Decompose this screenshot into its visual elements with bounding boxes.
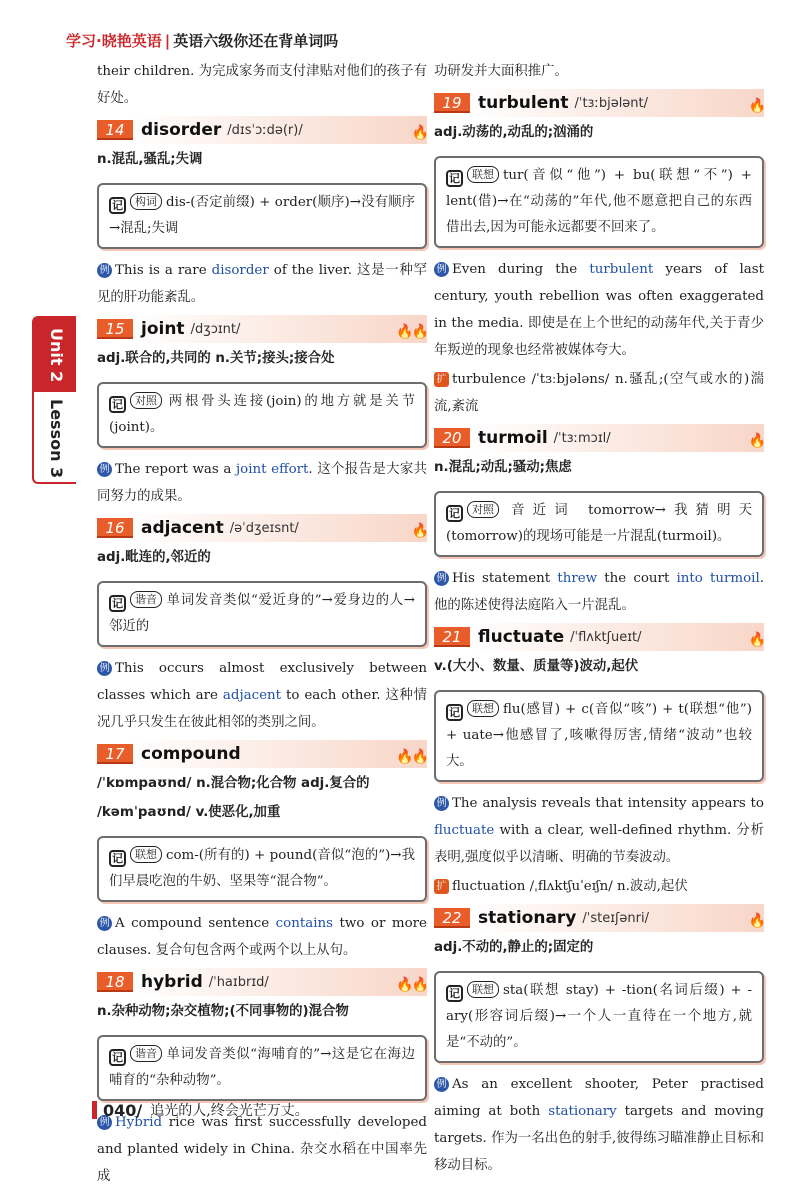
memory-icon: 记 — [109, 595, 126, 612]
extension-icon: 扩 — [434, 372, 449, 387]
example-sentence: 例 Hybrid rice was first successfully developed and planted widely in China. 杂交水稻在中国率先成 — [97, 1115, 427, 1184]
memory-icon: 记 — [446, 704, 463, 721]
memory-text: 单词发音类似“爱近身的”→爱身边的人→邻近的 — [109, 593, 415, 634]
headword: stationary — [478, 907, 577, 928]
definition: adj.毗连的,邻近的 — [97, 550, 211, 565]
example-icon: 例 — [434, 571, 449, 586]
memory-box — [434, 491, 764, 557]
definition: adj.不动的,静止的;固定的 — [434, 940, 594, 955]
example-icon: 例 — [434, 1077, 449, 1092]
memory-text: 音近词 tomorrow→我猜明天(tomorrow)的现场可能是一片混乱(turmoil)。 — [446, 503, 752, 544]
keyword: disorder — [211, 263, 269, 278]
headword: joint — [141, 318, 185, 339]
keyword: joint effort — [236, 462, 309, 477]
page-footer — [92, 1100, 309, 1120]
memory-text: 单词发音类似“海哺育的”→这是它在海边哺育的“杂种动物”。 — [109, 1047, 415, 1088]
keyword: into turmoil — [676, 571, 760, 586]
memory-text: dis-(否定前缀) + order(顺序)→没有顺序→混乱;失调 — [109, 195, 415, 236]
frequency-flame-icon: 🔥🔥 — [396, 977, 427, 993]
unit-label: Unit 2 — [34, 318, 76, 392]
memory-box — [97, 581, 427, 647]
headword: compound — [141, 743, 241, 764]
frequency-flame-icon: 🔥🔥 — [396, 324, 427, 340]
entry-compound — [97, 740, 427, 768]
left-column — [97, 58, 427, 1190]
phonetic: /dʒɔɪnt/ — [190, 321, 241, 337]
unit-lesson-tab — [32, 316, 76, 484]
entry-number: 15 — [97, 319, 133, 339]
memory-text: tur(音似“他”) + bu(联想“不”) + lent(借)→在“动荡的”年代,他不愿意把自己的东西借出去,因为可能永远都要不回来了。 — [446, 168, 752, 235]
extension-word: 扩 fluctuation /ˌflʌktʃuˈeɪʃn/ n.波动,起伏 — [434, 873, 764, 900]
definition: n.混乱;动乱;骚动;焦虑 — [434, 460, 572, 475]
keyword: fluctuate — [434, 823, 495, 838]
definition: n.混乱,骚乱;失调 — [97, 152, 203, 167]
keyword: Hybrid — [115, 1115, 163, 1130]
memory-tag: 对照 — [130, 392, 162, 409]
entry-turmoil — [434, 424, 764, 452]
entry-fluctuate — [434, 623, 764, 651]
definition: adj.动荡的,动乱的;汹涌的 — [434, 125, 594, 140]
entry-hybrid — [97, 968, 427, 996]
extension-icon: 扩 — [434, 879, 449, 894]
phonetic: /ˈhaɪbrɪd/ — [208, 974, 269, 990]
phonetic: /ˈflʌktʃueɪt/ — [570, 629, 642, 645]
entry-stationary — [434, 904, 764, 932]
memory-icon: 记 — [109, 197, 126, 214]
memory-tag: 联想 — [467, 981, 499, 998]
footer-motto: 追光的人,终会光芒万丈。 — [150, 1103, 309, 1119]
definition: adj.联合的,共同的 n.关节;接头;接合处 — [97, 351, 335, 366]
phonetic: /dɪsˈɔːdə(r)/ — [227, 122, 303, 138]
example-sentence: 例 The analysis reveals that intensity appears to fluctuate with a clear, well-defined rhythm. 分析表明,强度似乎以清晰、明确的节奏波动。 — [434, 796, 764, 865]
memory-icon: 记 — [109, 850, 126, 867]
memory-box — [97, 1035, 427, 1101]
memory-box — [434, 971, 764, 1063]
frequency-flame-icon: 🔥 — [748, 433, 764, 449]
example-icon: 例 — [97, 661, 112, 676]
headword: turmoil — [478, 427, 548, 448]
entry-joint — [97, 315, 427, 343]
frequency-flame-icon: 🔥🔥 — [396, 749, 427, 765]
example-icon: 例 — [97, 1115, 112, 1130]
headword: hybrid — [141, 971, 203, 992]
brand-name: 学习·晓艳英语 — [66, 32, 162, 50]
frequency-flame-icon: 🔥 — [411, 523, 427, 539]
example-sentence: 例 Even during the turbulent years of last century, youth rebellion was often exaggerated in the media. 即使是在上个世纪的动荡年代,关于青少年叛逆的现象也经常被媒体夸大。 — [434, 262, 764, 358]
example-sentence: 例 The report was a joint effort. 这个报告是大家共同努力的成果。 — [97, 462, 427, 504]
entry-number: 21 — [434, 627, 470, 647]
memory-icon: 记 — [109, 1049, 126, 1066]
memory-icon: 记 — [446, 170, 463, 187]
continued-text: 功研发并大面积推广。 — [434, 64, 568, 79]
footer-bar — [92, 1101, 97, 1119]
keyword: turbulent — [589, 262, 654, 277]
phonetic: /ˈsteɪʃənri/ — [582, 910, 649, 926]
entry-number: 14 — [97, 120, 133, 140]
memory-icon: 记 — [446, 985, 463, 1002]
frequency-flame-icon: 🔥 — [748, 632, 764, 648]
entry-number: 20 — [434, 428, 470, 448]
keyword: adjacent — [222, 688, 282, 703]
entry-turbulent — [434, 89, 764, 117]
entry-adjacent — [97, 514, 427, 542]
example-icon: 例 — [434, 262, 449, 277]
entry-number: 16 — [97, 518, 133, 538]
entry-disorder — [97, 116, 427, 144]
headword: disorder — [141, 119, 222, 140]
memory-box — [434, 156, 764, 248]
example-icon: 例 — [434, 796, 449, 811]
memory-icon: 记 — [446, 505, 463, 522]
keyword: threw — [557, 571, 598, 586]
memory-box — [434, 690, 764, 782]
example-sentence: 例 His statement threw the court into turmoil. 他的陈述使得法庭陷入一片混乱。 — [434, 571, 765, 613]
right-column — [434, 58, 764, 1179]
example-sentence: 例 As an excellent shooter, Peter practised aiming at both stationary targets and moving targets. 作为一名出色的射手,彼得练习瞄准静止目标和移动目标。 — [434, 1077, 764, 1173]
phonetic: /ˈtɜːmɔɪl/ — [553, 430, 611, 446]
phonetic: /ˈtɜːbjələnt/ — [574, 95, 649, 111]
memory-text: flu(感冒) + c(音似“咳”) + t(联想“他”) + uate→他感冒了,咳嗽得厉害,情绪“波动”也较大。 — [446, 702, 752, 769]
example-icon: 例 — [97, 263, 112, 278]
headword: fluctuate — [478, 626, 565, 647]
memory-text: 两根骨头连接(join)的地方就是关节(joint)。 — [109, 394, 415, 435]
headword: adjacent — [141, 517, 224, 538]
example-sentence: 例 A compound sentence contains two or more clauses. 复合句包含两个或两个以上从句。 — [97, 916, 427, 958]
entry-number: 19 — [434, 93, 470, 113]
memory-tag: 谐音 — [130, 1045, 162, 1062]
frequency-flame-icon: 🔥 — [748, 913, 764, 929]
memory-text: sta(联想 stay) + -tion(名词后缀) + -ary(形容词后缀)→一个人一直待在一个地方,就是“不动的”。 — [446, 983, 752, 1050]
example-icon: 例 — [97, 462, 112, 477]
entry-number: 18 — [97, 972, 133, 992]
example-sentence: 例 This occurs almost exclusively between classes which are adjacent to each other. 这种情况几乎只发生在彼此相邻的类别之间。 — [97, 661, 427, 730]
definition-verb: /kəmˈpaʊnd/ v.使恶化,加重 — [97, 805, 281, 820]
entry-number: 22 — [434, 908, 470, 928]
memory-icon: 记 — [109, 396, 126, 413]
definition: v.(大小、数量、质量等)波动,起伏 — [434, 659, 639, 674]
example-icon: 例 — [97, 916, 112, 931]
memory-tag: 联想 — [467, 166, 499, 183]
book-subtitle: 英语六级你还在背单词吗 — [173, 32, 339, 50]
frequency-flame-icon: 🔥 — [411, 125, 427, 141]
memory-box — [97, 836, 427, 902]
example-sentence: 例 This is a rare disorder of the liver. 这是一种罕见的肝功能紊乱。 — [97, 263, 427, 305]
memory-tag: 谐音 — [130, 591, 162, 608]
memory-tag: 对照 — [467, 501, 499, 518]
memory-text: com-(所有的) + pound(音似“泡的”)→我们早晨吃泡的牛奶、坚果等“混合物”。 — [109, 848, 415, 889]
page-number: 040/ — [103, 1100, 143, 1120]
headword: turbulent — [478, 92, 569, 113]
entry-number: 17 — [97, 744, 133, 764]
page-header: 学习·晓艳英语 | 英语六级你还在背单词吗 — [66, 32, 339, 50]
memory-tag: 联想 — [467, 700, 499, 717]
memory-box — [97, 382, 427, 448]
lesson-label: Lesson 3 — [47, 399, 66, 479]
memory-box — [97, 183, 427, 249]
definition: /ˈkɒmpaʊnd/ n.混合物;化合物 adj.复合的 — [97, 776, 370, 791]
continued-text: their children. 为完成家务而支付津贴对他们的孩子有好处。 — [97, 64, 427, 106]
phonetic: /əˈdʒeɪsnt/ — [229, 520, 299, 536]
keyword: stationary — [548, 1104, 617, 1119]
extension-word: 扩 turbulence /ˈtɜːbjələns/ n.骚乱;(空气或水的)湍流,紊流 — [434, 372, 764, 414]
memory-tag: 构词 — [130, 193, 162, 210]
frequency-flame-icon: 🔥 — [748, 98, 764, 114]
keyword: contains — [275, 916, 334, 931]
memory-tag: 联想 — [130, 846, 162, 863]
definition: n.杂种动物;杂交植物;(不同事物的)混合物 — [97, 1004, 349, 1019]
